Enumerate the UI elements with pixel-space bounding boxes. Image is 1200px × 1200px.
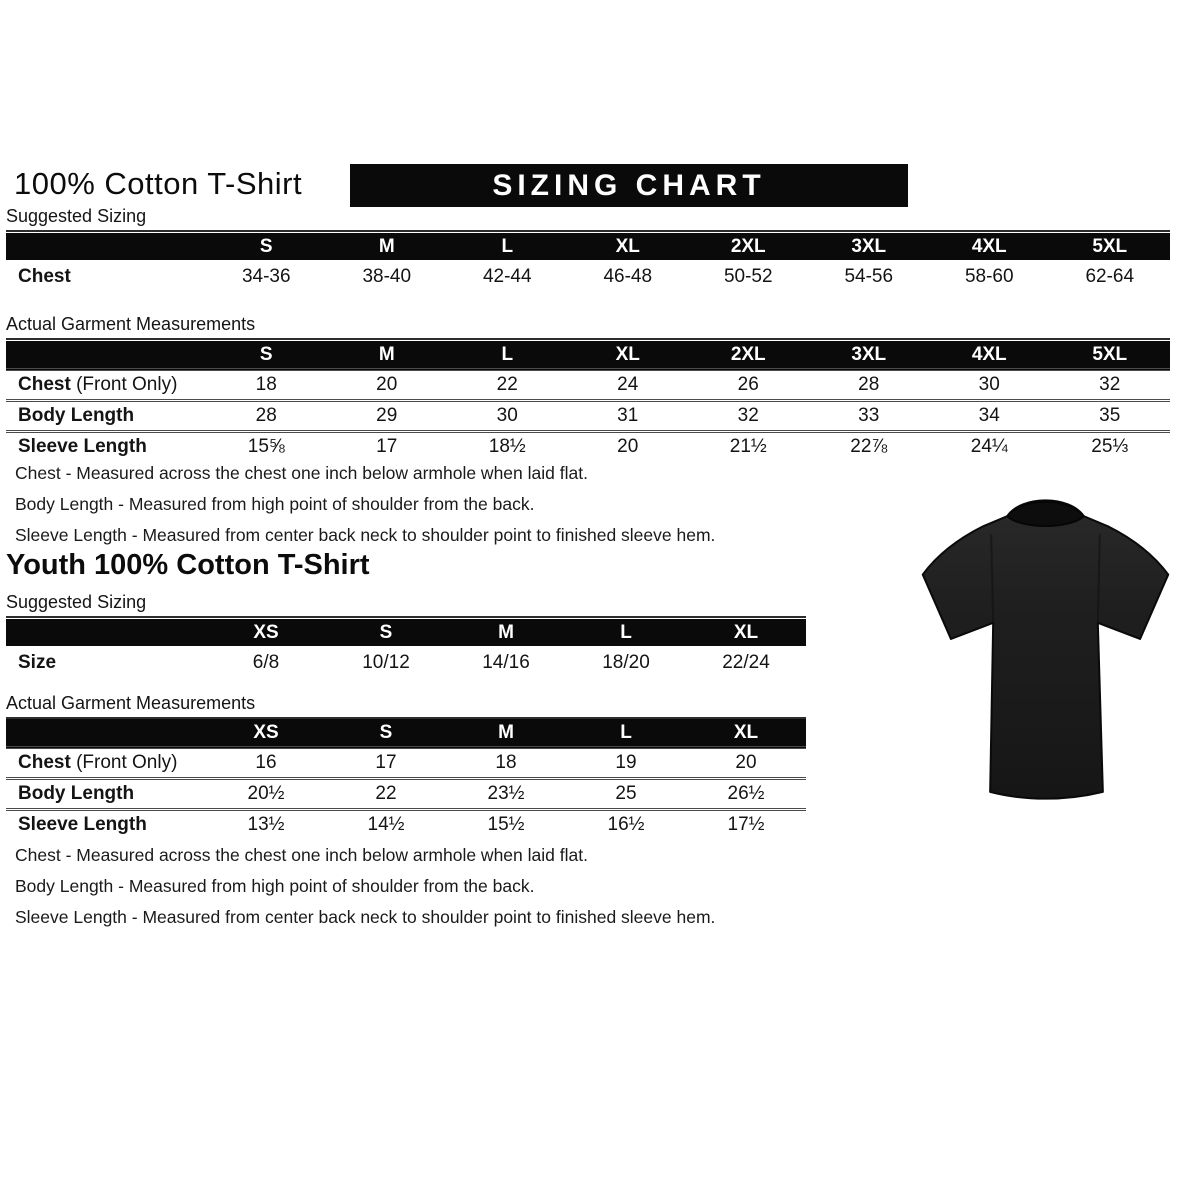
note-line: Chest - Measured across the chest one inch below armhole when laid flat. [15, 845, 588, 865]
youth-section-title: Youth 100% Cotton T-Shirt [6, 549, 370, 581]
column-header: 2XL [688, 233, 809, 260]
note-line: Body Length - Measured from high point of shoulder from the back. [15, 494, 535, 514]
table-cell: 22 [326, 779, 446, 810]
table-cell: 20 [568, 432, 689, 462]
note-line: Body Length - Measured from high point of shoulder from the back. [15, 876, 535, 896]
table-cell: 32 [1050, 370, 1171, 401]
column-header: 5XL [1050, 233, 1171, 260]
youth-garment-measurements-label: Actual Garment Measurements [6, 693, 806, 719]
note-line: Chest - Measured across the chest one inch below armhole when laid flat. [15, 463, 588, 483]
table-cell: 42-44 [482, 265, 532, 287]
table-row [6, 401, 1170, 432]
table-cell: 26½ [686, 779, 806, 810]
table-header-row [6, 233, 1170, 260]
table-cell: 15½ [446, 810, 566, 840]
row-label: Sleeve Length [6, 432, 206, 462]
table-cell: 58-60 [964, 265, 1014, 287]
table-row [6, 748, 806, 779]
table-cell: 19 [566, 748, 686, 779]
table-cell: 16½ [566, 810, 686, 840]
table-cell: 17 [327, 432, 448, 462]
table-cell: 16 [206, 748, 326, 779]
column-header: XL [568, 233, 689, 260]
column-header: XL [686, 719, 806, 748]
table-cell: 18½ [447, 432, 568, 462]
table-cell: 35 [1050, 401, 1171, 432]
column-header: L [447, 341, 568, 370]
table-cell: 22 [447, 370, 568, 401]
column-header: M [327, 341, 448, 370]
table-row [6, 810, 806, 840]
column-header: XL [686, 619, 806, 646]
column-header: S [326, 619, 446, 646]
youth-suggested-sizing-table [6, 619, 806, 679]
adult-garment-measurements-label: Actual Garment Measurements [6, 314, 1170, 340]
column-header: 4XL [929, 341, 1050, 370]
empty-header-cell [6, 341, 206, 370]
table-cell: 26 [688, 370, 809, 401]
column-header: 4XL [929, 233, 1050, 260]
table-cell: 29 [327, 401, 448, 432]
youth-suggested-sizing-label: Suggested Sizing [6, 592, 806, 618]
adult-suggested-sizing-table [6, 233, 1170, 293]
table-cell: 31 [568, 401, 689, 432]
table-cell: 6/8 [252, 651, 280, 673]
row-label: Chest [18, 265, 71, 287]
table-cell: 14½ [326, 810, 446, 840]
column-header: XS [206, 619, 326, 646]
table-cell: 18 [446, 748, 566, 779]
column-header: L [566, 719, 686, 748]
table-cell: 20 [686, 748, 806, 779]
table-cell: 24 [568, 370, 689, 401]
table-row [6, 432, 1170, 462]
table-cell: 22/24 [722, 651, 770, 673]
row-label: Body Length [6, 401, 206, 432]
table-cell: 18/20 [602, 651, 650, 673]
table-cell: 30 [447, 401, 568, 432]
row-label [6, 370, 206, 401]
table-header-row [6, 619, 806, 646]
table-cell: 50-52 [723, 265, 773, 287]
table-cell: 34 [929, 401, 1050, 432]
row-label: Sleeve Length [6, 810, 206, 840]
column-header: M [327, 233, 448, 260]
table-cell: 18 [206, 370, 327, 401]
adult-garment-measurements-table [6, 341, 1170, 461]
table-cell: 25 [566, 779, 686, 810]
row-label-main: Chest [18, 752, 71, 773]
tshirt-body-shape [923, 500, 1168, 798]
tshirt-graphic [893, 482, 1198, 814]
sizing-chart-banner-label: SIZING CHART [492, 168, 766, 202]
row-label-suffix: (Front Only) [70, 374, 178, 395]
column-header: S [326, 719, 446, 748]
row-label: Body Length [6, 779, 206, 810]
table-cell: 20½ [206, 779, 326, 810]
adult-measurement-notes [15, 458, 715, 551]
column-header: L [566, 619, 686, 646]
table-header-row [6, 341, 1170, 370]
table-row [6, 260, 1170, 293]
table-cell: 14/16 [482, 651, 530, 673]
table-cell: 28 [809, 370, 930, 401]
table-cell: 13½ [206, 810, 326, 840]
column-header: M [446, 719, 566, 748]
note-line: Sleeve Length - Measured from center back neck to shoulder point to finished sleeve hem. [15, 525, 716, 545]
empty-header-cell [6, 719, 206, 748]
youth-measurement-notes [15, 840, 715, 933]
table-cell: 62-64 [1085, 265, 1135, 287]
table-cell: 34-36 [241, 265, 291, 287]
table-row [6, 370, 1170, 401]
page-title: 100% Cotton T-Shirt [14, 166, 303, 201]
table-cell: 17½ [686, 810, 806, 840]
table-cell: 38-40 [362, 265, 412, 287]
column-header: S [206, 341, 327, 370]
table-cell: 24¼ [929, 432, 1050, 462]
note-line: Sleeve Length - Measured from center back neck to shoulder point to finished sleeve hem. [15, 907, 716, 927]
column-header: M [446, 619, 566, 646]
table-cell: 46-48 [603, 265, 653, 287]
column-header: S [206, 233, 327, 260]
column-header: XS [206, 719, 326, 748]
table-cell: 17 [326, 748, 446, 779]
column-header: L [447, 233, 568, 260]
row-label-main: Chest [18, 374, 71, 395]
row-label-suffix: (Front Only) [70, 752, 178, 773]
sizing-chart-banner [350, 164, 908, 207]
table-cell: 54-56 [844, 265, 894, 287]
table-cell: 22⅞ [809, 432, 930, 462]
tshirt-image [893, 482, 1198, 814]
table-cell: 30 [929, 370, 1050, 401]
table-cell: 23½ [446, 779, 566, 810]
empty-header-cell [6, 619, 206, 646]
table-cell: 20 [327, 370, 448, 401]
table-cell: 21½ [688, 432, 809, 462]
row-label: Size [18, 651, 57, 673]
row-label [6, 748, 206, 779]
column-header: 3XL [809, 341, 930, 370]
table-header-row [6, 719, 806, 748]
table-cell: 33 [809, 401, 930, 432]
table-cell: 28 [206, 401, 327, 432]
table-cell: 25⅓ [1050, 432, 1171, 462]
table-row [6, 779, 806, 810]
table-cell: 32 [688, 401, 809, 432]
column-header: 3XL [809, 233, 930, 260]
column-header: 2XL [688, 341, 809, 370]
table-cell: 15⅝ [206, 432, 327, 462]
column-header: XL [568, 341, 689, 370]
adult-suggested-sizing-label: Suggested Sizing [6, 206, 1170, 232]
column-header: 5XL [1050, 341, 1171, 370]
youth-garment-measurements-table [6, 719, 806, 839]
empty-header-cell [6, 233, 206, 260]
table-cell: 10/12 [362, 651, 410, 673]
table-row [6, 646, 806, 679]
